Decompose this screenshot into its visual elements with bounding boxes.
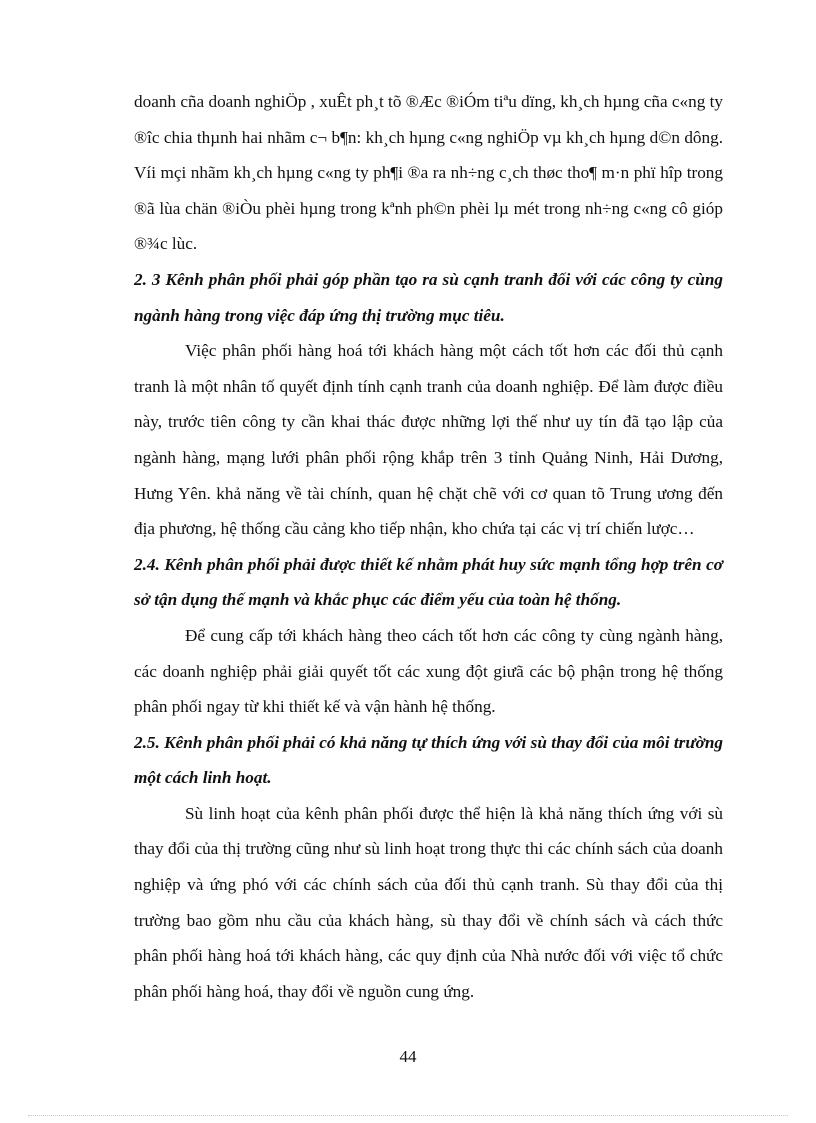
- page-bottom-divider: [28, 1115, 788, 1116]
- section-heading-2-4: 2.4. Kênh phân phối phải được thiết kế nhằm phát huy sức mạnh tổng hợp trên cơ sở tận dụng thế mạnh và khắc phục các điểm yếu của toàn hệ thống.: [134, 554, 723, 610]
- body-paragraph-4: Sù linh hoạt của kênh phân phối được thể hiện là khả năng thích ứng với sù thay đổi của thị trường cũng như sù linh hoạt trong thực thi các chính sách của doanh nghiệp và ứng phó với các chính sách của đối thủ cạnh tranh. Sù thay đổi của thị trường bao gồm nhu cầu của khách hàng, sù thay đổi về chính sách và cách thức phân phối hàng hoá tới khách hàng, các quy định của Nhà nước đối với việc tổ chức phân phối hàng hoá, thay đổi về nguồn cung ứng.: [134, 803, 723, 1001]
- body-paragraph-2: Việc phân phối hàng hoá tới khách hàng một cách tốt hơn các đối thủ cạnh tranh là một nhân tố quyết định tính cạnh tranh của doanh nghiệp. Để làm được điều này, trước tiên công ty cần khai thác được những lợi thế như uy tín đã tạo lập của ngành hàng, mạng lưới phân phối rộng khắp trên 3 tỉnh Quảng Ninh, Hải Dương, Hưng Yên. khả năng về tài chính, quan hệ chặt chẽ với cơ quan tõ Trung ương đến địa phương, hệ thống cầu cảng kho tiếp nhận, kho chứa tại các vị trí chiến lược…: [134, 341, 723, 539]
- page-number: 44: [399, 1047, 417, 1066]
- section-heading-2-5: 2.5. Kênh phân phối phải có khả năng tự thích ứng với sù thay đổi của môi trường một cách linh hoạt.: [134, 732, 723, 788]
- page-body: [134, 84, 723, 1009]
- body-paragraph-1: doanh cña doanh nghiÖp , xuÊt ph¸t tõ ®Æc ®iÓm tiªu dïng, kh¸ch hµng cña c«ng ty ®îc chia thµnh hai nhãm c¬ b¶n: kh¸ch hµng c«ng nghiÖp vµ kh¸ch hµng d©n dông. Víi mçi nhãm kh¸ch hµng c«ng ty ph¶i ®a ra nh÷ng c¸ch thøc tho¶ m·n phï hîp trong ®ã lùa chän ®iÒu phèi hµng trong kªnh ph©n phèi lµ mét trong nh÷ng c«ng cô gióp ®¾c lùc.: [134, 92, 723, 254]
- section-heading-2-3: 2. 3 Kênh phân phối phải góp phần tạo ra sù cạnh tranh đối với các công ty cùng ngành hàng trong việc đáp ứng thị trường mục tiêu.: [134, 269, 723, 325]
- body-paragraph-3: Để cung cấp tới khách hàng theo cách tốt hơn các công ty cùng ngành hàng, các doanh nghiệp phải giải quyết tốt các xung đột giưã các bộ phận trong hệ thống phân phối ngay từ khi thiết kế và vận hành hệ thống.: [134, 625, 723, 717]
